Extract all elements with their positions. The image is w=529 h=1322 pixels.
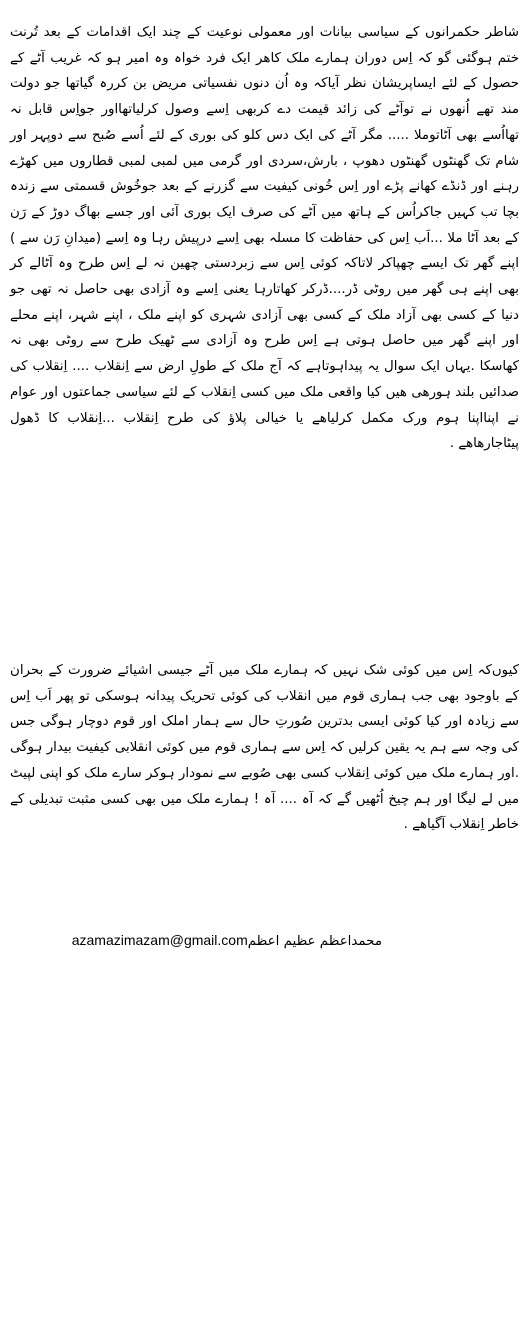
author-signature	[71, 930, 382, 952]
paragraph-1: شاطر حکمرانوں کے سیاسی بیانات اور معمولی نوعیت کے چند ایک اقدامات کے بعد تُرنت ختم ہوگئی گو کہ اِس دوران ہمارے ملک کاھر ایک فرد خواہ وہ امیر ہو کہ غریب آٹے کے حصول کے لئے ایساپریشان نظر آیاکہ وہ اُن دنوں نفسیاتی مریض بن کررہ گیاتھا جو دولت مند تھے اُنھوں نے توآٹے کی زائد قیمت دے کربھی اِسے وصول کرلیاتھااور جواِس قابل نہ تھااُسے بھی آٹاتوملا ..... مگر آٹے کی ایک دس کلو کی بوری کے لئے اُسے صُبح سے دوپہر اور شام تک گھنٹوں گھنٹوں دھوپ ، بارش،سردی اور گرمی میں لمبی لمبی قطاروں میں کھڑے رہنے اور ڈنڈے کھانے پڑے اور اِس خُونی کیفیت سے گزرنے کے بعد جوخُوش قسمتی سے زندہ بچا تب کہیں جاکراُس کے ہاتھ میں آٹے کی صرف ایک بوری آئی اور جسے بھاگ دوڑ کے رَن کے بعد آٹا ملا ...اَب اِس کی حفاظت کا مسلہ بھی اِسے درپیش رہا وہ اِسے (میدانِ رَن سے ) اپنے گھر تک ایسے چھپاکر لاتاکہ کوئی اِس سے زبردستی چھین نہ لے اِس طرح وہ آٹالے کر بھی اپنے ہی گھر میں روٹی ڈر....ڈرکر کھاتارہا یعنی اِسے وہ آزادی بھی حاصل نہ تھی جو دنیا کے کسی بھی آزاد ملک کے کسی بھی آزادی شہری کو اپنے ملک ، اپنے شہر، اپنے محلے اور اپنے گھر میں حاصل ہوتی ہے اِس طرح وہ آزادی سے ٹھیک طرح سے روٹی بھی نہ کھاسکا .یہاں ایک سوال یہ پیداہوتاہے کہ آج ملک کے طولِ ارض سے اِنقلاب .... اِنقلاب کی صدائیں بلند ہورھی ھیں کیا واقعی ملک میں کسی اِنقلاب کے لئے سیاسی جماعتوں اور عوام نے اپنااپنا ہوم ورک مکمل کرلیاھے یا خیالی پلاؤ کی طرح اِنقلاب ...اِنقلاب کا ڈھول پیٹاجارھاھے .	[10, 25, 519, 452]
paragraph-2: کیوں‌کہ اِس میں کوئی شک نہیں کہ ہمارے ملک میں آٹے جیسی اشیائے ضرورت کے بحران کے باوجود بھی جب ہماری قوم میں انقلاب کی کوئی تحریک پیدانہ ہوسکی تو پھر اَب اِس سے زیادہ اور کیا کوئی ایسی بدترین صُورتِ حال سے ہمار املک اور قوم دوچار ہوگی جس کی وجہ سے ہم یہ یقین کرلیں کہ اِس سے ہماری قوم میں کوئی انقلابی کیفیت بیدار ہوگی .اور ہمارے ملک میں کوئی اِنقلاب کسی بھی صُوبے سے نمودار ہوکر سارے ملک کو اپنی لپیٹ میں لے لیگا اور ہم چیخ اُٹھیں گے کہ آہ .... آہ ! ہمارے ملک میں بھی کسی مثبت تبدیلی کے خاطر اِنقلاب آگیاھے .	[10, 663, 519, 833]
author-email: azamazimazam@gmail.com	[71, 932, 248, 948]
author-name: محمداعظم عظیم اعظم	[247, 934, 382, 949]
